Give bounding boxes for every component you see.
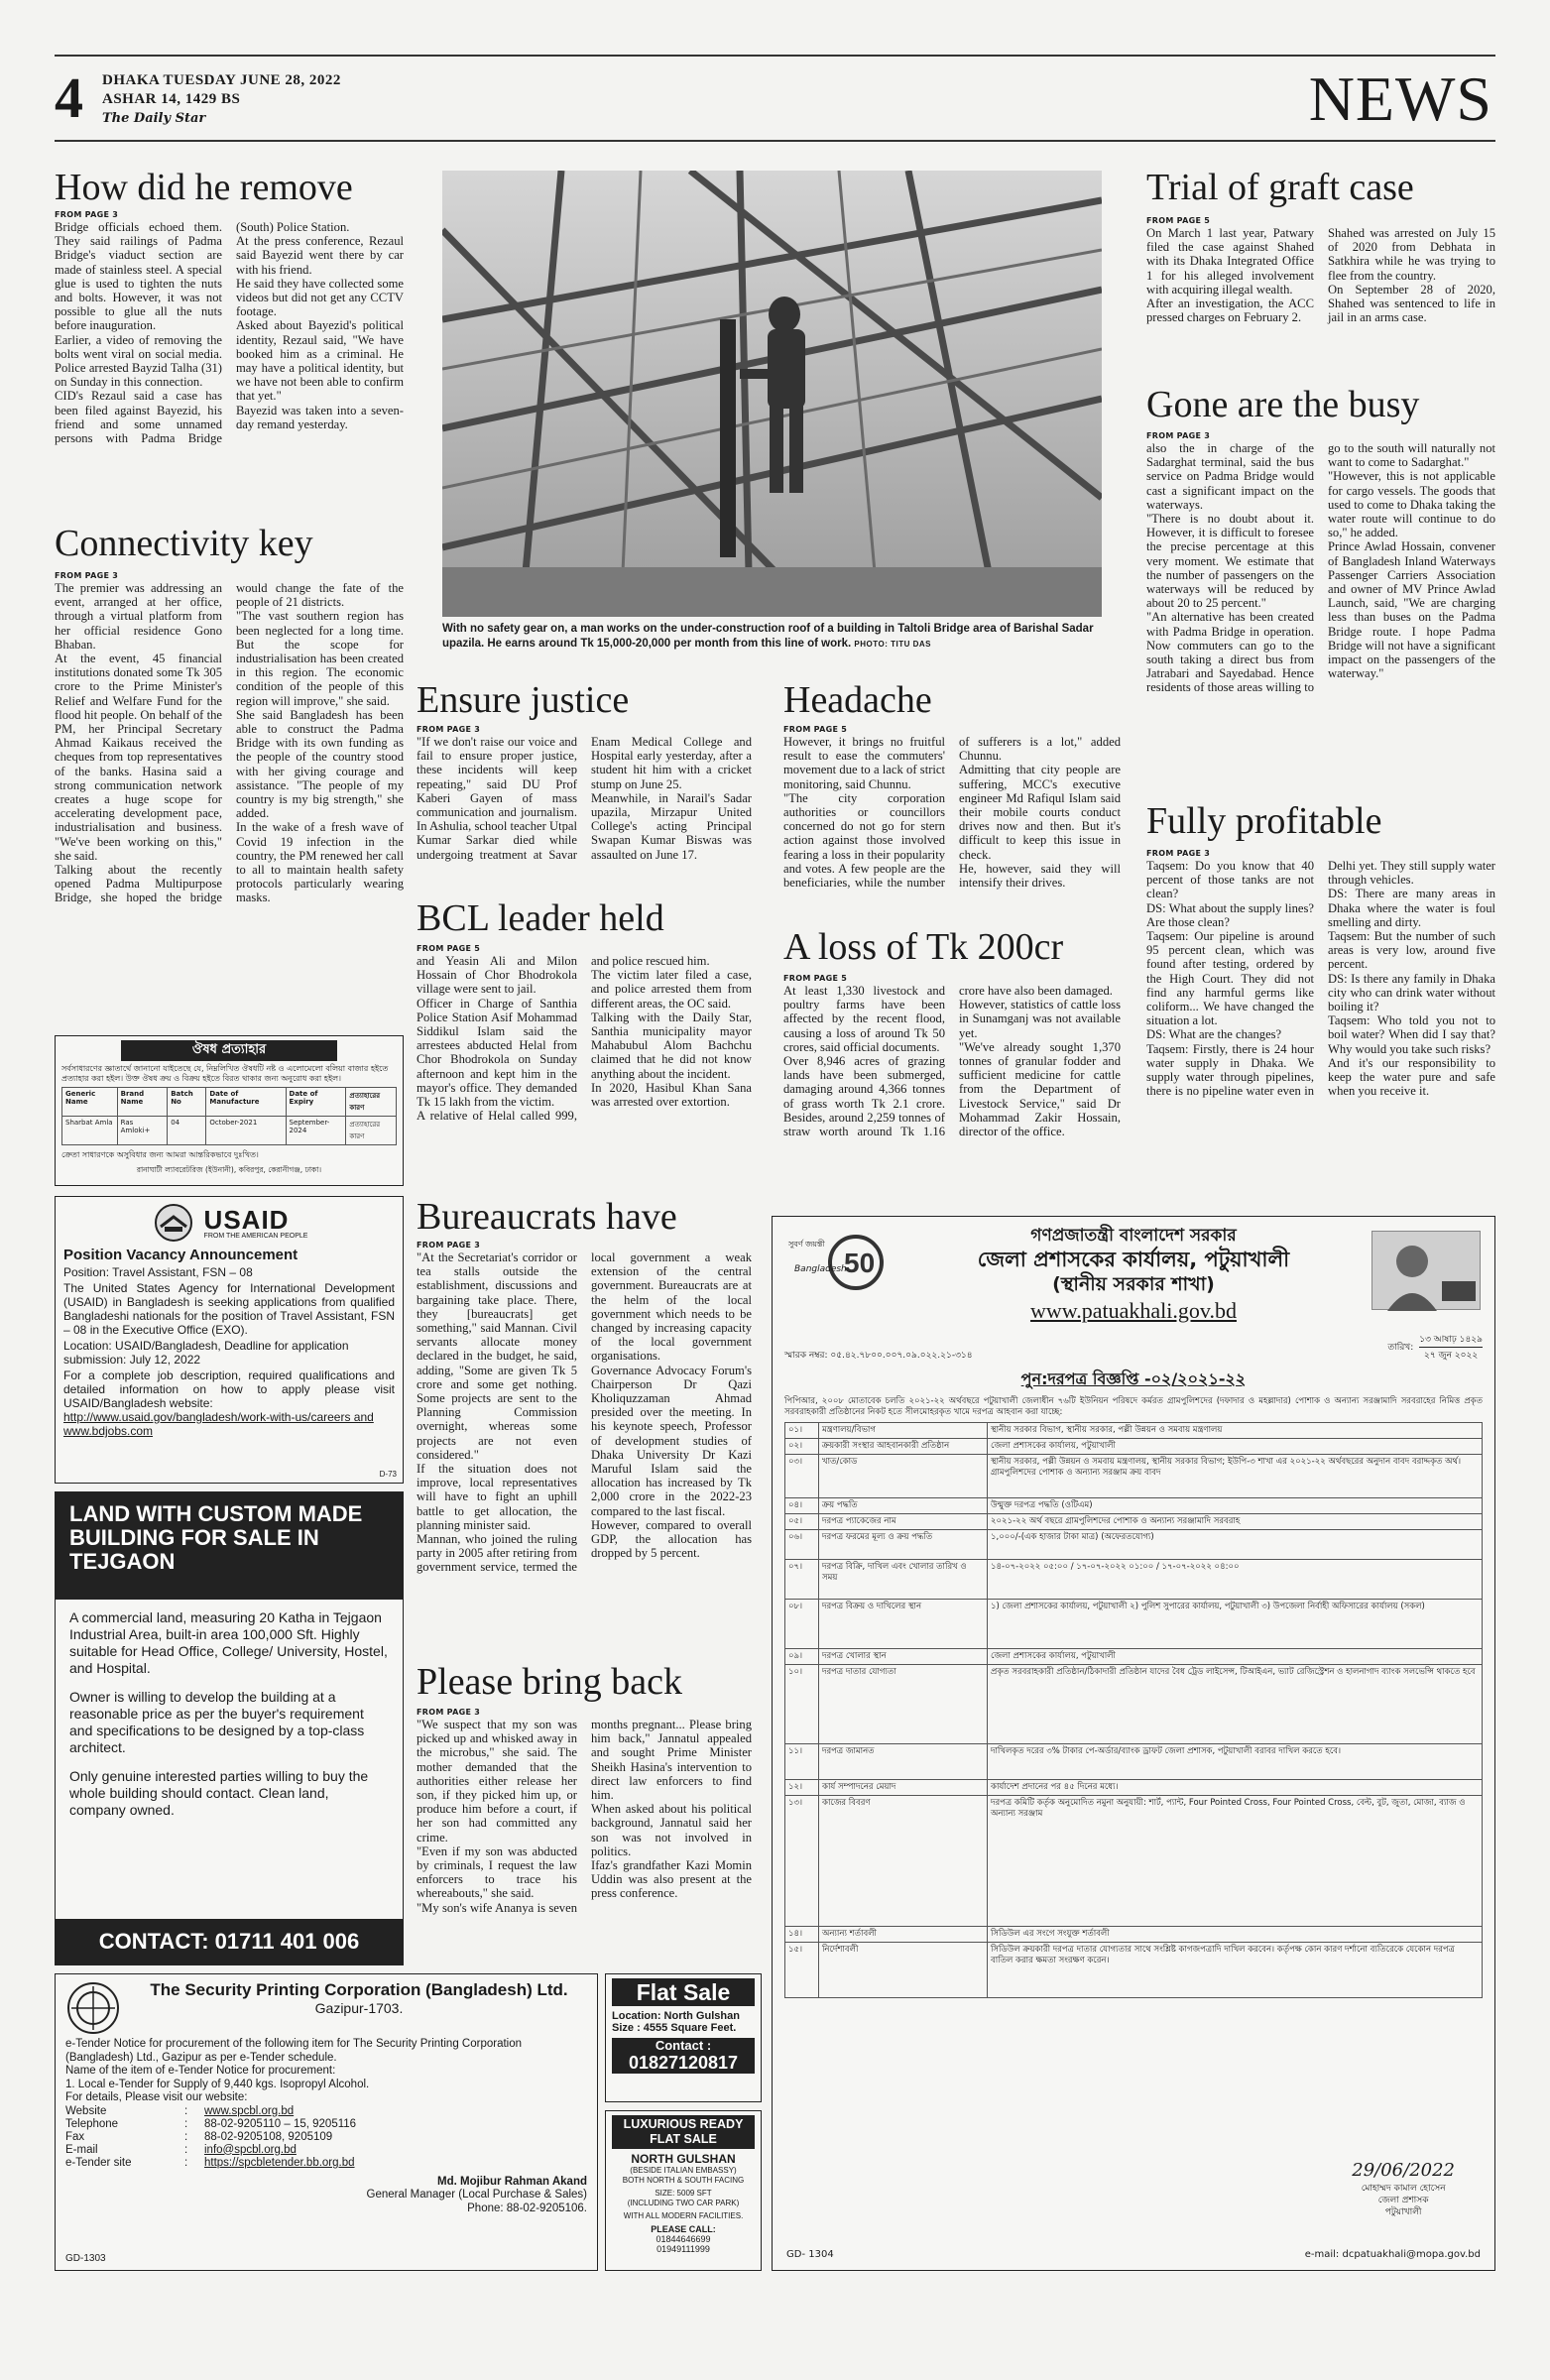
spcbl-item-intro: Name of the item of e-Tender Notice for procurement: bbox=[65, 2065, 336, 2077]
row-number: ০৩। bbox=[785, 1455, 819, 1498]
loss-headline: A loss of Tk 200cr bbox=[783, 927, 1064, 967]
section-title: NEWS bbox=[1308, 63, 1492, 134]
row-value: ১) জেলা প্রশাসকের কার্যালয়, পটুয়াখালী ২) পুলিশ সুপারের কার্যালয়, পটুয়াখালী ৩) উপজেলা নির্বাহী অফিসারের কার্যালয় (সকল) bbox=[988, 1600, 1483, 1649]
contact-row: Telephone : 88-02-9205110 – 15, 9205116 bbox=[65, 2117, 357, 2130]
govt-heading2: জেলা প্রশাসকের কার্যালয়, পটুয়াখালী bbox=[977, 1248, 1290, 1271]
please-body: "We suspect that my son was picked up and whisked away in the microbus," she said. The mother demanded that the authorities either release her son, if they picked him up, or produce him before a court, if her son had committed any crime. "Even if my son was abducted by criminals, I request the law enforcers to trace his whereabouts," she said. "My son's wife Ananya is seven months pregnant... Please bring him back," Jannatul appealed and sought Prime Minister Sheikh Hasina's intervention to direct law enforcers to find him. When asked about his political background, Jannatul said her son was not involved in politics. Ifaz's grandfather Kazi Momin Uddin was also present at the press conference. bbox=[417, 1718, 752, 1915]
connectivity-body: The premier was addressing an event, arranged at her office, through a virtual platform from her official residence Gono Bhaban. At the event, 45 financial institutions donated some Tk 305 crore to the Prime Minister's Relief and Welfare Fund for the flood hit people. On behalf of the PM, her Principal Secretary Ahmad Kaikaus received the cheques from top representatives of the banks. Hasina said a strong communication network creates a huge scope for accelerating development pace, industrialisation and business. "We've been working on this," she said. Talking about the recently opened Padma Multipurpose Bridge, she hoped the bridge would change the fate of the people of 21 districts. "The vast southern region has been neglected for a long time. But the scope for industrialisation has been created in this region. The economic condition of the people of this region will improve," she said. She said Bangladesh has been able to construct the Padma Bridge with its own funding as the people of the country stood with her giving courage and assistance. "The people of my country is my big strength," she added. In the wake of a fresh wave of Covid 19 infection in the country, the PM renewed her call to all to maintain health safety protocols particularly wearing masks. bbox=[55, 581, 404, 905]
flat-sale-phone: 01827120817 bbox=[628, 2053, 739, 2073]
trial-from: FROM PAGE 5 bbox=[1146, 216, 1211, 225]
row-value: ২০২১-২২ অর্থ বছরে গ্রামপুলিশদের পোশাক ও অন্যান্য সরঞ্জামাদি সরবরাহ bbox=[988, 1514, 1483, 1530]
flat-sale-location: Location: North Gulshan bbox=[612, 2010, 740, 2022]
justice-from: FROM PAGE 3 bbox=[417, 725, 481, 734]
row-value: সিডিউল এর সংগে সংযুক্ত শর্তাবলী bbox=[988, 1927, 1483, 1943]
jubilee-badge-bottom: Bangladesh bbox=[794, 1264, 847, 1274]
spcbl-ad bbox=[55, 1973, 598, 2271]
row-label: অন্যান্য শর্তাবলী bbox=[819, 1927, 988, 1943]
medicine-recall-footer: ক্রেতা সাধারণকে অসুবিধার জন্য আমরা আন্তরিকভাবে দুঃখিত। bbox=[61, 1150, 259, 1159]
spcbl-etender[interactable]: https://spcbletender.bb.org.bd bbox=[204, 2156, 355, 2169]
portrait-icon bbox=[1372, 1232, 1482, 1311]
table-row bbox=[785, 1927, 1483, 1943]
usaid-tagline: FROM THE AMERICAN PEOPLE bbox=[203, 1232, 308, 1240]
table-header: প্রত্যাহারের কারণ bbox=[346, 1088, 397, 1117]
trial-headline: Trial of graft case bbox=[1146, 168, 1414, 207]
row-number: ০২। bbox=[785, 1439, 819, 1455]
medicine-recall-table bbox=[61, 1087, 397, 1145]
row-label: দরপত্র খোলার স্থান bbox=[819, 1649, 988, 1665]
portrait-image bbox=[1371, 1231, 1481, 1310]
row-label: দরপত্র বিক্রয় ও দাখিলের স্থান bbox=[819, 1600, 988, 1649]
govt-signature-date: 29/06/2022 bbox=[1352, 2160, 1455, 2181]
table-cell: Sharbat Amla bbox=[62, 1117, 118, 1145]
bureaucrats-headline: Bureaucrats have bbox=[417, 1197, 677, 1237]
row-value: সিডিউল ক্রয়কারী দরপত্র দাতার যোগ্যতার সাথে সংশ্লিষ্ট কাগজপত্রাদি দাখিল করবেন। কর্তৃপক্ষ কোন কারণ দর্শানো ব্যতিরেকে যেকোন দরপত্র বাতিল করার ক্ষমতা সংরক্ষণ করেন। bbox=[988, 1943, 1483, 1998]
contact-row: e-Tender site : https://spcbletender.bb.org.bd bbox=[65, 2156, 355, 2169]
spcbl-email[interactable]: info@spcbl.org.bd bbox=[204, 2143, 297, 2156]
flat-sale-size: Size : 4555 Square Feet. bbox=[612, 2022, 737, 2034]
usaid-location: Location: USAID/Bangladesh, Deadline for application submission: July 12, 2022 bbox=[63, 1339, 349, 1367]
spcbl-details: For details, Please visit our website: bbox=[65, 2091, 248, 2103]
trial-body: On March 1 last year, Patwary filed the case against Shahed with its Dhaka Integrated Office 1 for his alleged involvement with acquiring illegal wealth. After an investigation, the ACC pressed charges on February 2. Shahed was arrested on July 15 of 2020 from Debhata in Satkhira while he was trying to flee from the country. On September 28 of 2020, Shahed was sentenced to life in jail in an arms case. bbox=[1146, 226, 1495, 325]
luxury-flat-line3: SIZE: 5009 SFT bbox=[655, 2189, 712, 2198]
flat-sale-title: Flat Sale bbox=[612, 1978, 755, 2006]
contact-row: E-mail : info@spcbl.org.bd bbox=[65, 2144, 356, 2157]
table-cell: 04 bbox=[168, 1117, 206, 1145]
row-number: ০৪। bbox=[785, 1498, 819, 1514]
spcbl-fax: 88-02-9205108, 9205109 bbox=[204, 2130, 333, 2143]
row-number: ০৬। bbox=[785, 1530, 819, 1560]
how-remove-headline: How did he remove bbox=[55, 168, 353, 207]
busy-headline: Gone are the busy bbox=[1146, 385, 1420, 424]
table-header: Batch No bbox=[168, 1088, 206, 1117]
table-cell: October-2021 bbox=[206, 1117, 286, 1145]
row-label: দরপত্র বিক্রি, দাখিল এবং খোলার তারিখ ও সময় bbox=[819, 1560, 988, 1600]
row-value: জেলা প্রশাসকের কার্যালয়, পটুয়াখালী bbox=[988, 1649, 1483, 1665]
how-remove-body: Bridge officials echoed them. They said railings of Padma Bridge's viaduct section are made of stainless steel. A special glue is used to tighten the nuts and bolts. However, it was not possible to glue all the nuts before inauguration. Earlier, a video of removing the bolts went viral on social media. Police arrested Bayzid Talha (31) on Sunday in this connection. CID's Rezaul said a case has been filed against Bayezid, his friend and some unnamed persons with Padma Bridge (South) Police Station. At the press conference, Rezaul said Bayezid went there by car with his friend. He said they have collected some videos but did not get any CCTV footage. Asked about Bayezid's political identity, Rezaul said, "We have booked him as a criminal. He may have a political identity, but we have not been able to confirm that yet." Bayezid was taken into a seven-day remand yesterday. bbox=[55, 220, 404, 446]
contact-label: Website bbox=[65, 2104, 107, 2117]
luxury-flat-title: LUXURIOUS READY FLAT SALE bbox=[612, 2115, 755, 2149]
busy-from: FROM PAGE 3 bbox=[1146, 431, 1211, 440]
land-sale-title: LAND WITH CUSTOM MADE BUILDING FOR SALE IN TEJGAON bbox=[56, 1492, 403, 1600]
table-cell: Ras Amloki+ bbox=[117, 1117, 168, 1145]
row-number: ১২। bbox=[785, 1780, 819, 1796]
govt-date-label: তারিখ: bbox=[1387, 1343, 1414, 1353]
row-value: স্থানীয় সরকার, পল্লী উন্নয়ন ও সমবায় মন্ত্রণালয়, স্থানীয় সরকার বিভাগ; ইউপি-৩ শাখা এর ২০২১-২২ অর্থবছরের অনুদান বাবদ বরাদ্দকৃত অর্থ। গ্রামপুলিশদের পোশাক ও অন্যান্য সরঞ্জাম ক্রয় বাবদ bbox=[988, 1455, 1483, 1498]
govt-heading1: গণপ্রজাতন্ত্রী বাংলাদেশ সরকার bbox=[1030, 1226, 1237, 1246]
table-row bbox=[785, 1780, 1483, 1796]
spcbl-city: Gazipur-1703. bbox=[314, 2000, 404, 2016]
row-label: নির্দেশাবলী bbox=[819, 1943, 988, 1998]
bangla-date-line: ASHAR 14, 1429 BS bbox=[102, 91, 241, 107]
spcbl-signer-title: General Manager (Local Purchase & Sales) bbox=[366, 2189, 587, 2201]
row-value: কার্যাদেশ প্রদানের পর ৪৫ দিনের মধ্যে। bbox=[988, 1780, 1483, 1796]
medicine-recall-ad bbox=[55, 1035, 404, 1186]
usaid-logo bbox=[63, 1203, 395, 1243]
table-row bbox=[785, 1600, 1483, 1649]
headache-from: FROM PAGE 5 bbox=[783, 725, 848, 734]
land-sale-para2: Owner is willing to develop the building at a reasonable price as per the buyer's requirement and specifications to be designed by a top-class architect. bbox=[69, 1689, 365, 1755]
news-photo bbox=[442, 171, 1102, 617]
masthead-rule bbox=[55, 140, 1495, 142]
contact-row: Fax : 88-02-9205108, 9205109 bbox=[65, 2131, 356, 2144]
headache-headline: Headache bbox=[783, 680, 932, 720]
table-row bbox=[785, 1423, 1483, 1439]
row-label: ক্রয় পদ্ধতি bbox=[819, 1498, 988, 1514]
usaid-wordmark: USAID bbox=[203, 1204, 290, 1235]
row-number: ১৪। bbox=[785, 1927, 819, 1943]
row-value: দরপত্র কমিটি কর্তৃক অনুমোদিত নমুনা অনুযায়ী: শার্ট, প্যান্ট, Four Pointed Cross, Four Pointed Cross, বেল্ট, বুট, জুতা, মোজা, ব্যাজ ও অন্যান্য সরঞ্জাম bbox=[988, 1796, 1483, 1927]
land-sale-contact: CONTACT: 01711 401 006 bbox=[56, 1919, 403, 1964]
usaid-ad bbox=[55, 1196, 404, 1484]
govt-signer: মোহাম্মদ কামাল হোসেন bbox=[1361, 2184, 1446, 2194]
table-cell: প্রত্যাহারের কারণ bbox=[346, 1117, 397, 1145]
usaid-ref: D-73 bbox=[379, 1470, 397, 1479]
row-label: দরপত্র দাতার যোগ্যতা bbox=[819, 1665, 988, 1744]
luxury-flat-ad bbox=[605, 2110, 762, 2271]
row-number: ১৩। bbox=[785, 1796, 819, 1927]
justice-body: "If we don't raise our voice and fail to ensure proper justice, these incidents will keep repeating," said DU Prof Kaberi Gayen of mass communication and journalism. In Ashulia, school teacher Utpal Kumar Sarkar died while undergoing treatment at Savar Enam Medical College and Hospital early yesterday, after a student hit him with a cricket stump on June 25. Meanwhile, in Narail's Sadar upazila, Mirzapur United College's acting Principal Swapan Kumar Biswas was assaulted on June 17. bbox=[417, 735, 752, 862]
spcbl-logo-icon bbox=[65, 1980, 121, 2036]
paper-logo: The Daily Star bbox=[102, 111, 206, 126]
loss-from: FROM PAGE 5 bbox=[783, 974, 848, 983]
svg-text:50: 50 bbox=[844, 1248, 876, 1278]
govt-date-bangla: ১৩ আষাঢ় ১৪২৯ bbox=[1419, 1332, 1483, 1348]
govt-ref: GD- 1304 bbox=[786, 2249, 834, 2260]
spcbl-notice: e-Tender Notice for procurement of the following item for The Security Printing Corporation (Bangladesh) Ltd., Gazipur as per e-Tender schedule. bbox=[65, 2038, 523, 2064]
table-header: Generic Name bbox=[62, 1088, 118, 1117]
row-number: ০৭। bbox=[785, 1560, 819, 1600]
please-headline: Please bring back bbox=[417, 1662, 683, 1702]
luxury-flat-phone1: 01844646699 bbox=[656, 2234, 711, 2244]
luxury-flat-call: PLEASE CALL: bbox=[651, 2224, 716, 2234]
contact-label: E-mail bbox=[65, 2143, 98, 2156]
connectivity-headline: Connectivity key bbox=[55, 524, 313, 563]
medicine-recall-company: রানাঘাটী ল্যাবরেটরিজ (ইউনানী), কবিরপুর, কেরানীগঞ্জ, ঢাকা। bbox=[136, 1165, 322, 1174]
govt-signer-title: জেলা প্রশাসক bbox=[1377, 2196, 1429, 2205]
row-label: মন্ত্রণালয়/বিভাগ bbox=[819, 1423, 988, 1439]
medicine-recall-intro: সর্বসাধারণের জ্ঞাতার্থে জানানো যাইতেছে যে, নিম্নলিখিত ঔষধটি নষ্ট ও এলোমেলো বলিয়া বাজার হইতে প্রত্যাহার করা হইল। উক্ত ঔষধ ক্রয় ও বিক্রয় হইতে বিরত থাকার জন্য অনুরোধ করা হইল। bbox=[61, 1064, 389, 1083]
row-value: ১,০০০/-(এক হাজার টাকা মাত্র) (অফেরতযোগ্য) bbox=[988, 1530, 1483, 1560]
table-header-row bbox=[62, 1088, 397, 1117]
row-number: ০৫। bbox=[785, 1514, 819, 1530]
table-row bbox=[785, 1744, 1483, 1780]
spcbl-telephone: 88-02-9205110 – 15, 9205116 bbox=[204, 2117, 357, 2130]
bureaucrats-from: FROM PAGE 3 bbox=[417, 1241, 481, 1250]
usaid-title: Position Vacancy Announcement bbox=[63, 1247, 298, 1263]
govt-memo: স্মারক নম্বর: ০৫.৪২.৭৮০০.০০৭.০৯.০২২.২১-৩১৪ bbox=[784, 1351, 973, 1361]
profitable-headline: Fully profitable bbox=[1146, 801, 1382, 841]
spcbl-contacts bbox=[65, 2105, 356, 2170]
govt-tender-table bbox=[784, 1422, 1483, 1998]
row-value: ১৪-০৭-২০২২ ০৫:০০ / ১৭-০৭-২০২২ ০১:০০ / ১৭-০৭-২০২২ ০৪:০০ bbox=[988, 1560, 1483, 1600]
table-row bbox=[785, 1943, 1483, 1998]
spcbl-phone: Phone: 88-02-9205106. bbox=[467, 2202, 587, 2214]
usaid-details: For a complete job description, required qualifications and detailed information on how to apply please visit USAID/Bangladesh website: bbox=[63, 1368, 395, 1410]
busy-body: also the in charge of the Sadarghat terminal, said the bus service on Padma Bridge would cast a significant impact on the waterways. "There is no doubt about it. However, it is difficult to foresee the precise percentage at this very moment. We estimate that the number of passengers on the waterways will be reduced by about 20 to 25 percent." "An alternative has been created with Padma Bridge in operation. Now commuters can go to the south taking a direct bus from Jatrabari and Sayedabad. Hence residents of those areas willing to go to the south will naturally not want to come to Sadarghat." "However, this is not applicable for cargo vessels. The goods that used to come to Dhaka taking the water route will continue to do so," he added. Prince Awlad Hossain, convener of Bangladesh Inland Waterways Passenger Carriers Association and owner of MV Prince Awlad Launch, said, "We are charging less than buses on the Padma Bridge route. I hope Padma Bridge will not have a significant impact on the passengers of the waterway." bbox=[1146, 441, 1495, 695]
row-label: কার্য সম্পাদনের মেয়াদ bbox=[819, 1780, 988, 1796]
table-header: Brand Name bbox=[117, 1088, 168, 1117]
row-number: ০৮। bbox=[785, 1600, 819, 1649]
row-label: ক্রয়কারী সংস্থার আহবানকারী প্রতিষ্ঠান bbox=[819, 1439, 988, 1455]
contact-label: Fax bbox=[65, 2130, 85, 2143]
table-row bbox=[785, 1560, 1483, 1600]
date-line: DHAKA TUESDAY JUNE 28, 2022 bbox=[102, 72, 341, 88]
row-value: প্রকৃত সরবরাহকারী প্রতিষ্ঠান/ঠিকাদারী প্রতিষ্ঠান যাদের বৈধ ট্রেড লাইসেন্স, টিআইএন, ভ্যাট রেজিস্ট্রেশন ও হালনাগাদ ব্যাংক সলভেন্সি থাকতে হবে bbox=[988, 1665, 1483, 1744]
bcl-from: FROM PAGE 5 bbox=[417, 944, 481, 953]
luxury-flat-phone2: 01949111999 bbox=[656, 2244, 710, 2254]
table-row bbox=[785, 1498, 1483, 1514]
usaid-position: Position: Travel Assistant, FSN – 08 bbox=[63, 1265, 253, 1279]
row-number: ১১। bbox=[785, 1744, 819, 1780]
govt-notice-intro: পিপিআর, ২০০৮ মোতাবেক চলতি ২০২১-২২ অর্থবছরে পটুয়াখালী জেলাধীন ৭৬টি ইউনিয়ন পরিষদে কর্মরত গ্রামপুলিশদের (দফাদার ও মহল্লাদার) পোশাক ও অন্যান্য সরঞ্জামাদি সরবরাহের নিমিত্ত প্রকৃত সরবরাহকারী প্রতিষ্ঠানের নিকট হতে সীলমোহরকৃত খামে দরপত্র আহবান করা যাচ্ছে: bbox=[784, 1396, 1483, 1417]
table-cell: September-2024 bbox=[286, 1117, 346, 1145]
jubilee-badge-top: সুবর্ণ জয়ন্তী bbox=[788, 1240, 825, 1249]
row-number: ১০। bbox=[785, 1665, 819, 1744]
flat-sale-ad bbox=[605, 1973, 762, 2102]
table-row bbox=[62, 1117, 397, 1145]
table-row bbox=[785, 1649, 1483, 1665]
top-rule bbox=[55, 55, 1495, 57]
row-label: দরপত্র জামানত bbox=[819, 1744, 988, 1780]
table-row bbox=[785, 1530, 1483, 1560]
row-label: দরপত্র ফরমের মূল্য ও ক্রয় পদ্ধতি bbox=[819, 1530, 988, 1560]
land-sale-ad bbox=[55, 1491, 404, 1965]
flat-sale-contact-label: Contact : bbox=[655, 2038, 712, 2053]
usaid-body: The United States Agency for International Development (USAID) in Bangladesh is seeking applications from qualified Bangladeshi nationals for the position of Travel Assistant, FSN – 08 in the Executive Office (EXO). bbox=[63, 1281, 395, 1337]
row-value: জেলা প্রশাসকের কার্যালয়, পটুয়াখালী bbox=[988, 1439, 1483, 1455]
bcl-headline: BCL leader held bbox=[417, 898, 664, 938]
spcbl-company: The Security Printing Corporation (Bangladesh) Ltd. bbox=[150, 1980, 568, 1999]
table-row bbox=[785, 1439, 1483, 1455]
luxury-flat-line1: (BESIDE ITALIAN EMBASSY) bbox=[630, 2166, 737, 2175]
row-number: ১৫। bbox=[785, 1943, 819, 1998]
table-row bbox=[785, 1796, 1483, 1927]
jubilee-badge bbox=[786, 1231, 886, 1300]
table-header: Date of Manufacture bbox=[206, 1088, 286, 1117]
bureaucrats-body: "At the Secretariat's corridor or tea stalls outside the establishment, discussions and bargaining take place. There, they [bureaucrats] get something," said Mannan. Civil servants allocate money declared in the budget, he said, adding, "Some are given Tk 5 crore and some get nothing. Some projects are sent to the Planning Commission overnight, whereas some projects are not even considered." If the situation does not improve, local representatives will have to fight an uphill battle to get allocation, the planning minister said. Mannan, who joined the ruling party in 2005 after retiring from government service, termed the local government a weak extension of the central government. Bureaucrats are at the helm of the local government which needs to be changed by increasing capacity of the local government organisations. Governance Advocacy Forum's Chairperson Dr Qazi Kholiquzzaman Ahmad presided over the meeting. In his keynote speech, Professor of development studies of Dhaka University Dr Kazi Maruful Islam said the allocation has increased by Tk 2,000 crore in the 2022-23 compared to the last fiscal. However, compared to overall GDP, the allocation has dropped by 5 percent. bbox=[417, 1250, 752, 1575]
usaid-link[interactable]: http://www.usaid.gov/bangladesh/work-with-us/careers and www.bdjobs.com bbox=[63, 1410, 374, 1438]
contact-label: Telephone bbox=[65, 2117, 119, 2130]
govt-notice-title: পুন:দরপত্র বিজ্ঞপ্তি -০২/২০২১-২২ bbox=[1020, 1369, 1247, 1388]
how-remove-from: FROM PAGE 3 bbox=[55, 210, 119, 219]
luxury-flat-line2: BOTH NORTH & SOUTH FACING bbox=[622, 2176, 745, 2185]
photo-credit: PHOTO: TITU DAS bbox=[854, 640, 931, 649]
row-number: ০৯। bbox=[785, 1649, 819, 1665]
govt-heading3: (স্থানীয় সরকার শাখা) bbox=[1052, 1273, 1215, 1295]
contact-row: Website : www.spcbl.org.bd bbox=[65, 2105, 356, 2118]
govt-website[interactable]: www.patuakhali.gov.bd bbox=[1030, 1298, 1237, 1323]
land-sale-para3: Only genuine interested parties willing to buy the whole building should contact. Clean land, company owned. bbox=[69, 1768, 369, 1818]
land-sale-para1: A commercial land, measuring 20 Katha in Tejgaon Industrial Area, built-in area 100,000 Sft. Highly suitable for Head Office, College/ University, Hostel, and Hospital. bbox=[69, 1609, 388, 1676]
govt-date-english: ২৭ জুন ২০২২ bbox=[1423, 1351, 1479, 1361]
usaid-seal-icon bbox=[151, 1203, 196, 1243]
table-row bbox=[785, 1455, 1483, 1498]
photo-caption bbox=[442, 622, 1102, 652]
profitable-from: FROM PAGE 3 bbox=[1146, 849, 1211, 858]
loss-body: At least 1,330 livestock and poultry farms have been affected by the recent flood, causing a loss of around Tk 50 crores, said official documents. Over 8,946 acres of grazing lands have been submerged, damaging around 4,366 tonnes of grass worth Tk 2.1 crore. Besides, around 2,259 tonnes of straw worth around Tk 1.16 crore have also been damaged. However, statistics of cattle loss in Sunamganj was not available yet. "We've already sought 1,370 tonnes of granular fodder and sufficient medicine for cattle from the Department of Livestock Service," said Dr Mohammad Zakir Hossain, director of the office. bbox=[783, 984, 1121, 1139]
spcbl-item: 1. Local e-Tender for Supply of 9,440 kgs. Isopropyl Alcohol. bbox=[65, 2078, 370, 2090]
medicine-recall-title: ঔষধ প্রত্যাহার bbox=[121, 1040, 337, 1061]
bcl-body: and Yeasin Ali and Milon Hossain of Chor Bhodrokola village were sent to jail. Officer in Charge of Santhia Police Station Asif Mohammad Siddikul Islam said the arrestees abducted Helal from Chor Bhodrokola on Sunday afternoon and kept him in the mayor's office. They demanded Tk 15 lakh from the victim. A relative of Helal called 999, and police rescued him. The victim later filed a case, and police arrested them from different areas, the OC said. Talking with the Daily Star, Santhia municipality mayor Mahabubul Alom Bachchu claimed that he did not know anything about the incident. In 2020, Hasibul Khan Sana was arrested over extortion. bbox=[417, 954, 752, 1124]
contact-label: e-Tender site bbox=[65, 2156, 132, 2169]
spcbl-website[interactable]: www.spcbl.org.bd bbox=[204, 2104, 295, 2117]
row-number: ০১। bbox=[785, 1423, 819, 1439]
luxury-flat-area: NORTH GULSHAN bbox=[631, 2152, 736, 2166]
row-value: স্থানীয় সরকার বিভাগ, স্থানীয় সরকার, পল্লী উন্নয়ন ও সমবায় মন্ত্রণালয় bbox=[988, 1423, 1483, 1439]
row-label: কাজের বিবরণ bbox=[819, 1796, 988, 1927]
please-from: FROM PAGE 3 bbox=[417, 1708, 481, 1717]
govt-signer-place: পটুয়াখালী bbox=[1384, 2207, 1422, 2217]
luxury-flat-line5: WITH ALL MODERN FACILITIES. bbox=[623, 2211, 744, 2220]
govt-signature-block bbox=[1352, 2159, 1455, 2218]
table-row bbox=[785, 1665, 1483, 1744]
row-label: দরপত্র প্যাকেজের নাম bbox=[819, 1514, 988, 1530]
row-label: খাত/কোড bbox=[819, 1455, 988, 1498]
row-value: উন্মুক্ত দরপত্র পদ্ধতি (ওটিএম) bbox=[988, 1498, 1483, 1514]
page-number: 4 bbox=[55, 65, 83, 130]
table-row bbox=[785, 1514, 1483, 1530]
spcbl-ref: GD-1303 bbox=[65, 2253, 106, 2264]
luxury-flat-line4: (INCLUDING TWO CAR PARK) bbox=[627, 2199, 740, 2207]
table-header: Date of Expiry bbox=[286, 1088, 346, 1117]
roof-construction-image bbox=[442, 171, 1102, 617]
connectivity-from: FROM PAGE 3 bbox=[55, 571, 119, 580]
photo-caption-text: With no safety gear on, a man works on the under-construction roof of a building in Taltoli Bridge area of Barishal Sadar upazila. He earns around Tk 15,000-20,000 per month from this line of work. bbox=[442, 623, 1094, 650]
govt-tender-notice bbox=[772, 1216, 1495, 2271]
row-value: দাখিলকৃত দরের ৩% টাকার পে-অর্ডার/ব্যাংক ড্রাফট জেলা প্রশাসক, পটুয়াখালী বরাবর দাখিল করতে হবে। bbox=[988, 1744, 1483, 1780]
spcbl-signer: Md. Mojibur Rahman Akand bbox=[437, 2175, 587, 2188]
profitable-body: Taqsem: Do you know that 40 percent of those tanks are not clean? DS: What about the supply lines? Are those clean? Taqsem: Our pipeline is around 95 percent clean, which was found after testing, ordered by the High Court. They did not find any harmful germs like coliform... We have changed the situation a lot. DS: What are the changes? Taqsem: Firstly, there is 24 hour water supply in Dhaka. We supply water through pipelines, there is no pipeline water even in Delhi yet. They still supply water through vehicles. DS: There are many areas in Dhaka where the water is foul smelling and dirty. Taqsem: But the number of such areas is very low, around five percent. DS: Is there any family in Dhaka city who can drink water without boiling it? Taqsem: Who told you not to boil water? When did I say that? Why would you take such risks? And it's our responsibility to keep the water pure and safe when you receive it. bbox=[1146, 859, 1495, 1099]
justice-headline: Ensure justice bbox=[417, 680, 630, 720]
govt-email: e-mail: dcpatuakhali@mopa.gov.bd bbox=[1304, 2249, 1481, 2260]
headache-body: However, it brings no fruitful result to ease the commuters' movement due to a lack of strict monitoring, said Chunnu. "The city corporation authorities or councillors concerned do not go for stern action against those involved fearing a loss in their popularity and votes. A few people are the beneficiaries, while the number of sufferers is a lot," added Chunnu. Admitting that city people are suffering, MCC's executive engineer Md Rafiqul Islam said their mobile courts conduct drives now and then. But it's difficult to keep this issue in check. He, however, said they will intensify their drives. bbox=[783, 735, 1121, 891]
